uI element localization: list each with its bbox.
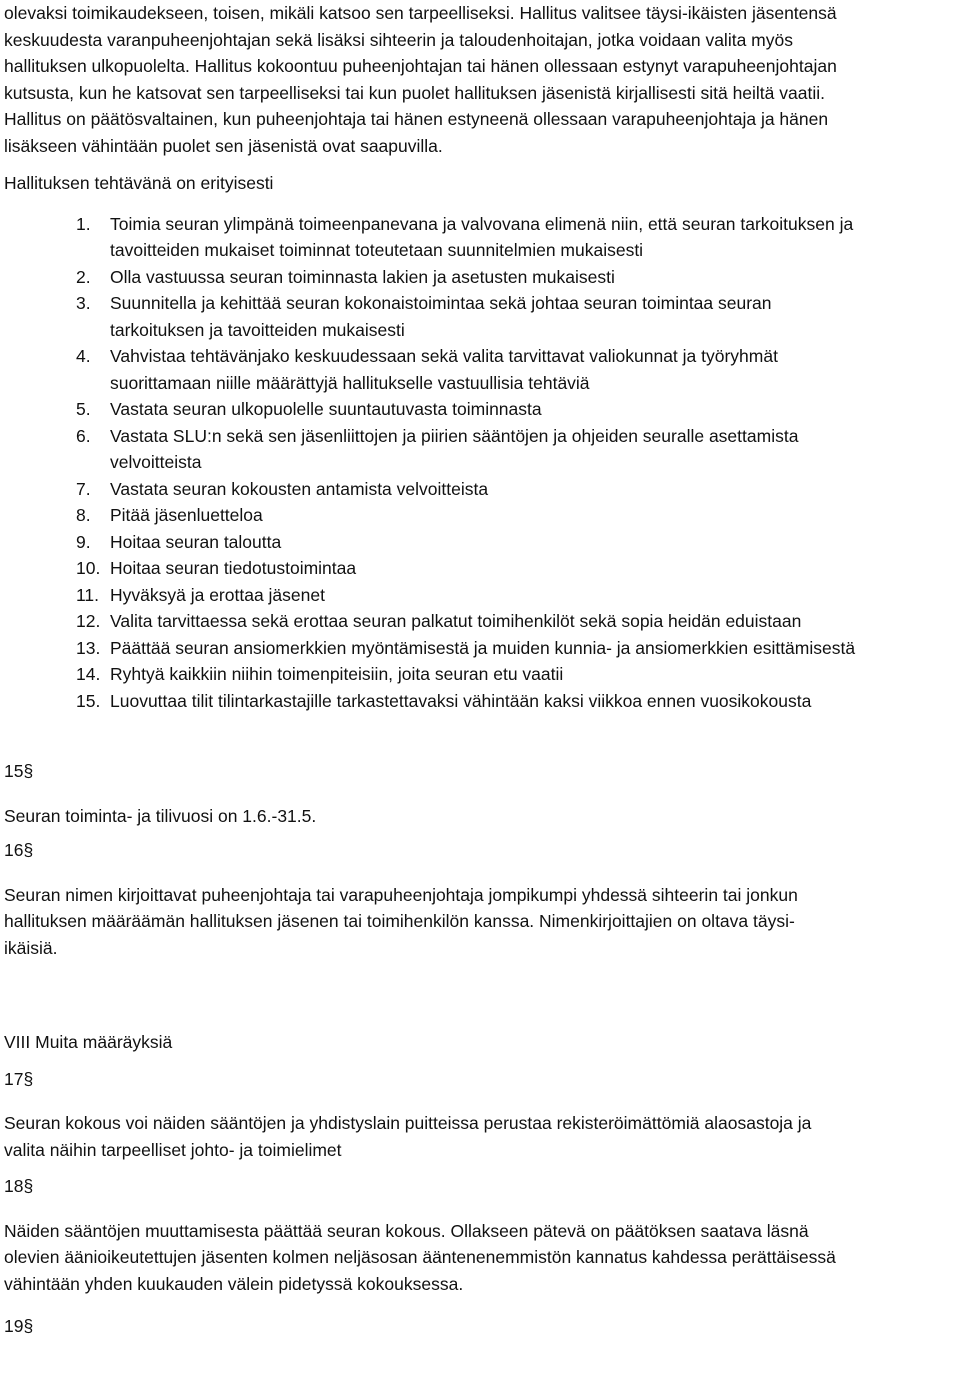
list-number: 3. <box>76 293 91 313</box>
text-line: Seuran nimen kirjoittavat puheenjohtaja tai varapuheenjohtaja jompikumpi yhdessä sihteerin tai jonkun <box>4 884 798 905</box>
text-line: hallituksen määräämän hallituksen jäsenen tai toimihenkilön kanssa. Nimenkirjoittajien on oltava täysi- <box>4 911 795 931</box>
list-number: 7. <box>76 478 91 499</box>
chapter-heading: VIII Muita määräyksiä <box>4 1032 173 1052</box>
text-line: vähintään yhden kuukauden välein pidetyssä kokouksessa. <box>4 1273 464 1294</box>
section-mark-15: 15§ <box>4 761 34 781</box>
text-line: valita näihin tarpeelliset johto- ja toimielimet <box>4 1139 342 1160</box>
list-item-text: Vastata seuran kokousten antamista velvoitteista <box>110 478 489 499</box>
list-item-text: Hyväksyä ja erottaa jäsenet <box>110 584 325 605</box>
intro-paragraph <box>4 0 956 159</box>
list-item-text: Hoitaa seuran taloutta <box>110 531 282 552</box>
section-mark-16: 16§ <box>4 840 34 860</box>
list-item <box>4 555 956 582</box>
list-item-text: Olla vastuussa seuran toiminnasta lakien ja asetusten mukaisesti <box>110 266 615 287</box>
list-item-text: tavoitteiden mukaiset toiminnat toteutetaan suunnitelmien mukaisesti <box>110 240 644 260</box>
section-mark-19: 19§ <box>4 1316 34 1336</box>
list-item-text: Valita tarvittaessa sekä erottaa seuran palkatut toimihenkilöt sekä sopia heidän eduistaan <box>110 611 802 631</box>
text-line: olevien äänioikeutettujen jäsenten kolmen neljäsosan ääntenenemmistön kannatus kahdessa perättäisessä <box>4 1247 836 1267</box>
list-item-text: Ryhtyä kaikkiin niihin toimenpiteisiin, joita seuran etu vaatii <box>110 664 564 684</box>
list-item <box>4 476 956 503</box>
section-mark-18: 18§ <box>4 1176 34 1196</box>
list-item-text: Suunnitella ja kehittää seuran kokonaistoimintaa sekä johtaa seuran toimintaa seuran <box>110 293 772 313</box>
list-number: 10. <box>76 558 101 578</box>
list-number: 6. <box>76 425 91 446</box>
list-item-text: Luovuttaa tilit tilintarkastajille tarkastettavaksi vähintään kaksi viikkoa ennen vuosikokousta <box>110 690 812 711</box>
list-item-text: Vahvistaa tehtävänjako keskuudessaan sekä valita tarvittavat valiokunnat ja työryhmät <box>110 346 778 366</box>
list-item <box>4 502 956 529</box>
text-line: hallituksen ulkopuolelta. Hallitus kokoontuu puheenjohtajan tai hänen ollessaan estynyt varapuheenjohtajan <box>4 56 837 76</box>
list-item <box>4 343 956 396</box>
list-item-text: Hoitaa seuran tiedotustoimintaa <box>110 558 357 578</box>
list-item <box>4 290 956 343</box>
list-item <box>4 529 956 556</box>
text-line: Näiden sääntöjen muuttamisesta päättää seuran kokous. Ollakseen pätevä on päätöksen saatava läsnä <box>4 1220 809 1241</box>
text-line: ikäisiä. <box>4 937 58 958</box>
list-number: 14. <box>76 664 101 684</box>
list-number: 2. <box>76 266 91 287</box>
section-15-text: Seuran toiminta- ja tilivuosi on 1.6.-31.5. <box>4 805 317 826</box>
document-page <box>4 0 956 1340</box>
list-item-text: Vastata SLU:n sekä sen jäsenliittojen ja piirien sääntöjen ja ohjeiden seuralle asettamista <box>110 425 799 446</box>
list-number: 8. <box>76 505 91 525</box>
text-line: kutsusta, kun he katsovat sen tarpeelliseksi tai kun puolet hallituksen jäsenistä kirjallisesti sitä heiltä vaatii. <box>4 82 825 103</box>
section-18-text <box>4 1218 956 1298</box>
list-item <box>4 396 956 423</box>
list-item <box>4 608 956 635</box>
list-item-text: Vastata seuran ulkopuolelle suuntautuvasta toiminnasta <box>110 399 542 419</box>
duties-heading: Hallituksen tehtävänä on erityisesti <box>4 173 274 193</box>
list-item-text: Toimia seuran ylimpänä toimeenpanevana ja valvovana elimenä niin, että seuran tarkoituksen ja <box>110 213 854 234</box>
text-line: lisäkseen vähintään puolet sen jäsenistä ovat saapuvilla. <box>4 135 443 156</box>
list-number: 13. <box>76 637 101 658</box>
list-item-text: velvoitteista <box>110 452 202 472</box>
section-16-text <box>4 882 956 962</box>
list-item <box>4 264 956 291</box>
list-item <box>4 582 956 609</box>
text-line: Seuran kokous voi näiden sääntöjen ja yhdistyslain puitteissa perustaa rekisteröimättömiä alaosastoja ja <box>4 1113 812 1133</box>
duties-list <box>4 211 956 715</box>
list-number: 4. <box>76 346 91 366</box>
list-number: 12. <box>76 611 101 631</box>
list-number: 15. <box>76 690 101 711</box>
list-item <box>4 211 956 264</box>
list-item-text: tarkoituksen ja tavoitteiden mukaisesti <box>110 319 405 340</box>
list-item-text: suorittamaan niille määrättyjä hallitukselle vastuullisia tehtäviä <box>110 372 590 393</box>
text-line: olevaksi toimikaudekseen, toisen, mikäli katsoo sen tarpeelliseksi. Hallitus valitsee täysi-ikäisten jäsentensä <box>4 3 837 23</box>
section-mark-17: 17§ <box>4 1068 34 1089</box>
list-item <box>4 688 956 715</box>
list-number: 5. <box>76 399 91 419</box>
list-item-text: Päättää seuran ansiomerkkien myöntämisestä ja muiden kunnia- ja ansiomerkkien esittämisestä <box>110 637 856 658</box>
section-17-text <box>4 1110 956 1163</box>
text-line: Hallitus on päätösvaltainen, kun puheenjohtaja tai hänen estyneenä ollessaan varapuheenjohtaja ja hänen <box>4 109 829 129</box>
list-number: 1. <box>76 213 91 234</box>
text-line: keskuudesta varanpuheenjohtajan sekä lisäksi sihteerin ja taloudenhoitajan, jotka voidaan valita myös <box>4 29 793 50</box>
list-item <box>4 661 956 688</box>
list-item <box>4 635 956 662</box>
list-number: 9. <box>76 531 91 552</box>
list-item <box>4 423 956 476</box>
list-item-text: Pitää jäsenluetteloa <box>110 505 263 525</box>
list-number: 11. <box>76 584 100 605</box>
